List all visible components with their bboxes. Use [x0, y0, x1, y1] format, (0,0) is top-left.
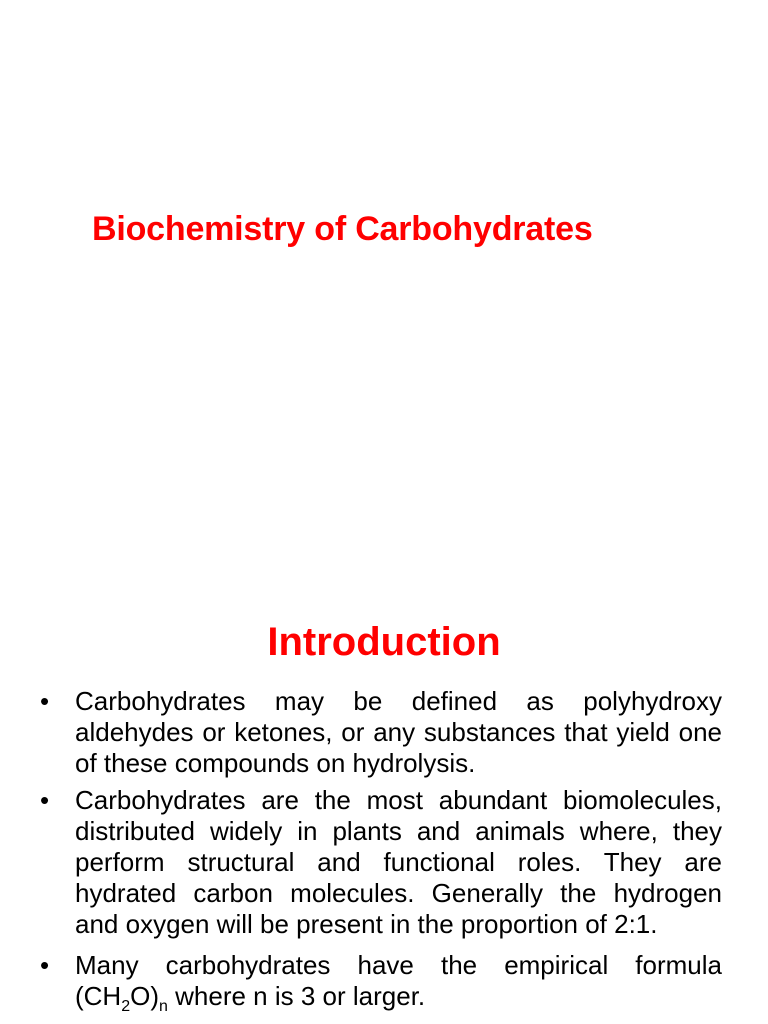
formula-subscript-n: n — [159, 998, 168, 1016]
bullet-text: Carbohydrates are the most abundant biomolecules, distributed widely in plants and animals where, they perform structural and functional roles. They are hydrated carbon molecules. Generally the hydrogen and oxygen will be present in the proportion of 2:1. — [75, 785, 722, 939]
bullet-text: Carbohydrates may be defined as polyhydroxy aldehydes or ketones, or any substances that yield one of these compounds on hydrolysis. — [75, 686, 722, 778]
bullet-text — [75, 950, 722, 1016]
bullet-dot-icon: • — [40, 950, 50, 980]
bullet-item-definition — [40, 686, 722, 779]
section-heading-introduction: Introduction — [267, 620, 501, 664]
bullet-item-abundance — [40, 785, 722, 940]
formula-text-before: Many carbohydrates have the empirical formula (CH — [75, 950, 722, 1011]
bullet-dot-icon: • — [40, 785, 50, 815]
formula-subscript-2: 2 — [121, 998, 131, 1016]
bullet-list — [40, 686, 722, 1016]
slide-title: Biochemistry of Carbohydrates — [92, 210, 593, 248]
bullet-item-formula — [40, 950, 722, 1016]
bullet-dot-icon: • — [40, 686, 50, 716]
formula-text-middle: O) — [130, 981, 160, 1011]
formula-text-after: where n is 3 or larger. — [167, 981, 426, 1011]
